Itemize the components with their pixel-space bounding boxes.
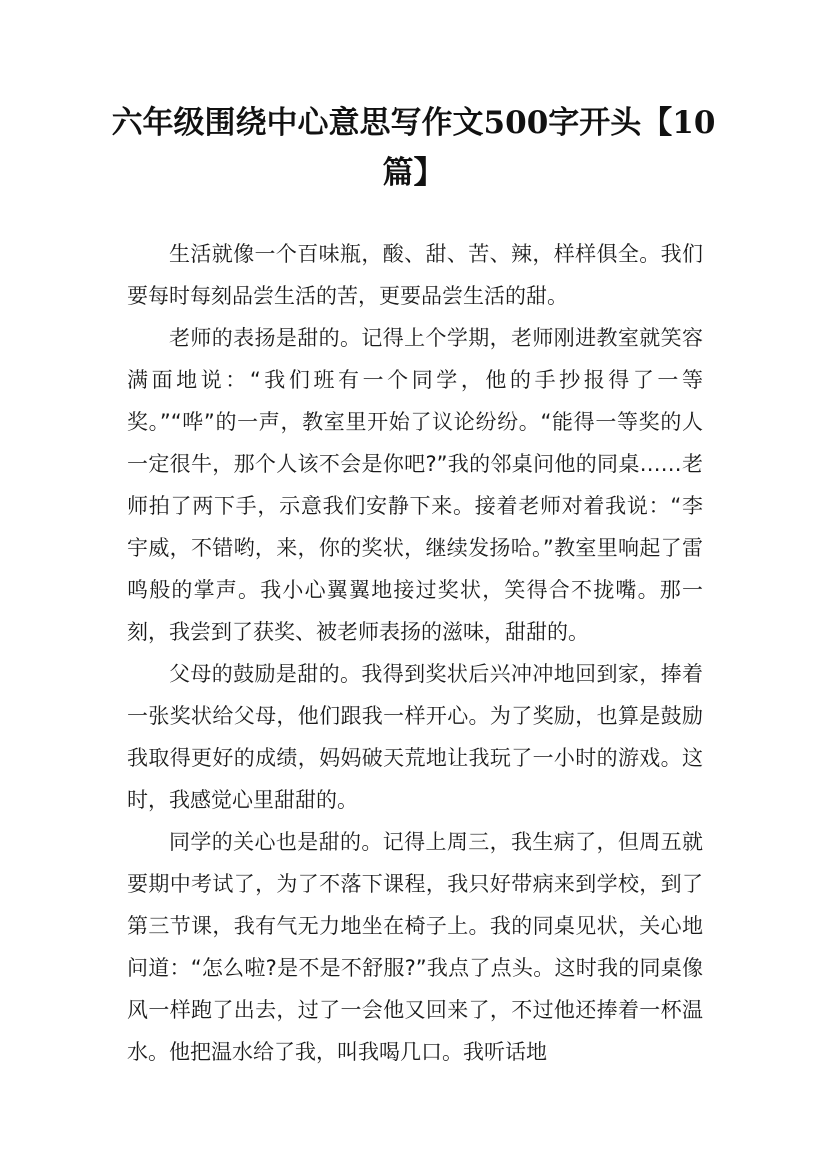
paragraph-classmate-care: 同学的关心也是甜的。记得上周三，我生病了，但周五就要期中考试了，为了不落下课程，我只好带病来到学校，到了第三节课，我有气无力地坐在椅子上。我的同桌见状，关心地问道：“怎么啦?是不是不舒服?”我点了点头。这时我的同桌像风一样跑了出去，过了一会他又回来了，不过他还捧着一杯温水。他把温水给了我，叫我喝几口。我听话地 (127, 830, 703, 1064)
paragraph-teacher-praise: 老师的表扬是甜的。记得上个学期，老师刚进教室就笑容满面地说：“我们班有一个同学，他的手抄报得了一等奖。”“哗”的一声，教室里开始了议论纷纷。“能得一等奖的人一定很牛，那个人该不会是你吧?”我的邻桌问他的同桌……老师拍了两下手，示意我们安静下来。接着老师对着我说：“李宇威，不错哟，来，你的奖状，继续发扬哈。”教室里响起了雷鸣般的掌声。我小心翼翼地接过奖状，笑得合不拢嘴。那一刻，我尝到了获奖、被老师表扬的滋味，甜甜的。 (127, 326, 703, 644)
paragraph-parents-encouragement: 父母的鼓励是甜的。我得到奖状后兴冲冲地回到家，捧着一张奖状给父母，他们跟我一样开心。为了奖励，也算是鼓励我取得更好的成绩，妈妈破天荒地让我玩了一小时的游戏。这时，我感觉心里甜甜的。 (127, 662, 703, 812)
paragraph-intro: 生活就像一个百味瓶，酸、甜、苦、辣，样样俱全。我们要每时每刻品尝生活的苦，更要品尝生活的甜。 (127, 242, 703, 308)
document-body (127, 233, 703, 1073)
document-title: 六年级围绕中心意思写作文500字开头【10篇】 (111, 105, 716, 191)
